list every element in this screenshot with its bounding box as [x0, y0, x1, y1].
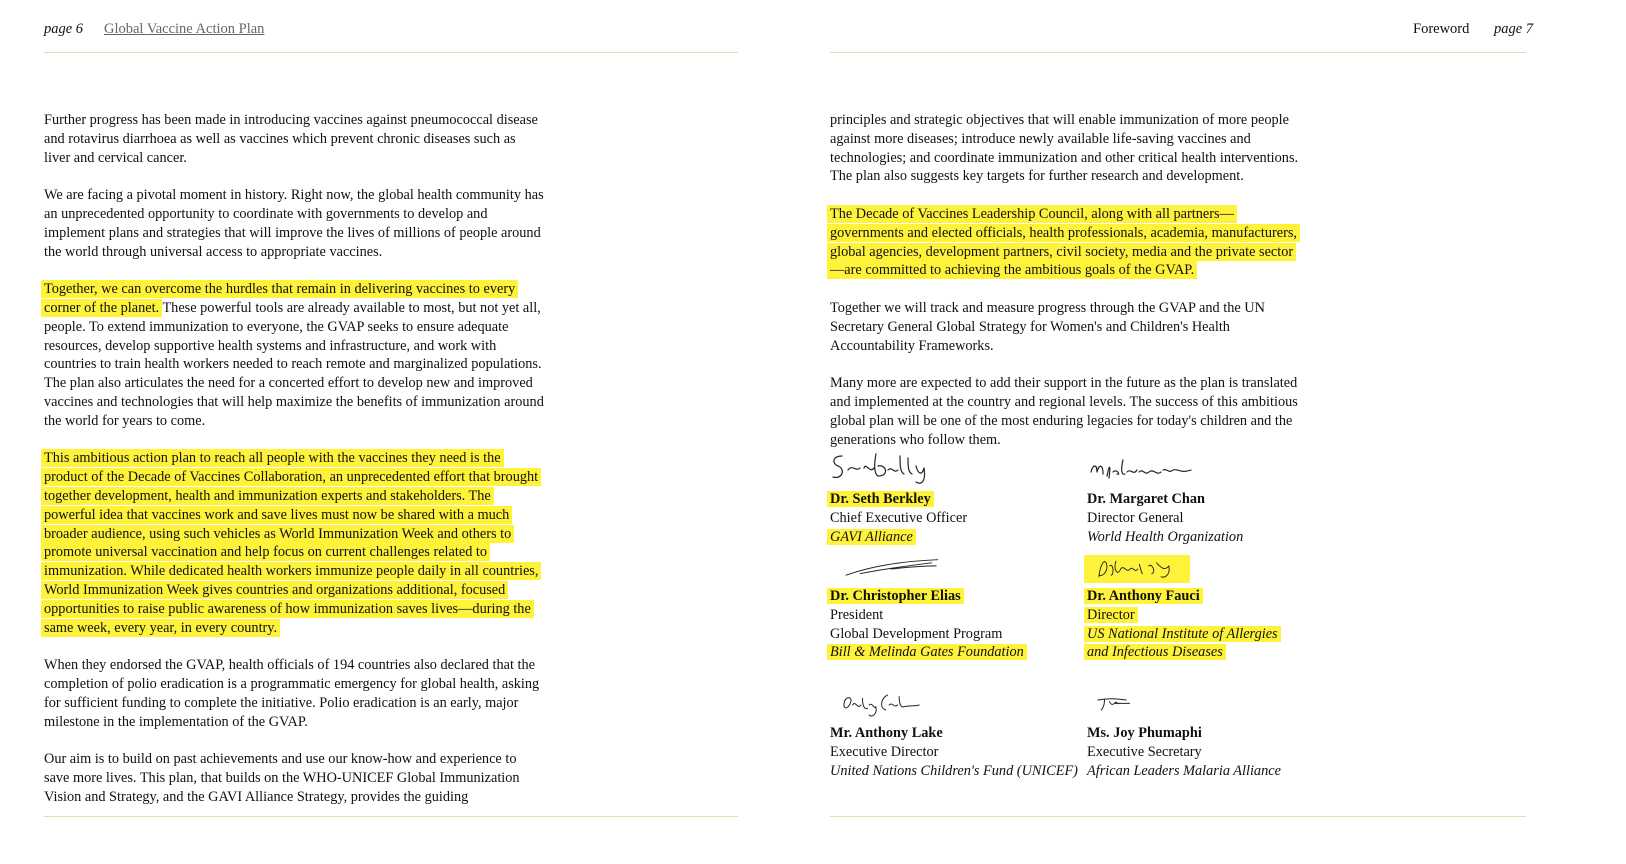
left-page — [0, 0, 800, 864]
footer-rule-right — [830, 816, 1526, 817]
header-rule-right — [830, 52, 1526, 53]
paragraph: principles and strategic objectives that will enable immunization of more people against more diseases; introduce newly available life-saving vaccines and technologies; and coordinate immunization and other critical health interventions. The plan also suggests key targets for further research and development. — [830, 112, 1299, 185]
signatory-title: Executive Director — [830, 743, 939, 760]
paragraph — [44, 449, 544, 637]
signatory-berkley — [830, 450, 1090, 546]
page-number-left: page 6 — [44, 21, 84, 37]
signatory-org: GAVI Alliance — [830, 528, 913, 545]
signatory-name: Dr. Margaret Chan — [1087, 491, 1205, 507]
signature-fauci-icon — [1087, 555, 1187, 583]
signatory-name: Ms. Joy Phumaphi — [1087, 725, 1202, 741]
header-rule-left — [44, 52, 738, 53]
paragraph — [830, 205, 1300, 280]
signatory-title-2: Global Development Program — [830, 625, 1003, 642]
signatory-phumaphi — [1087, 690, 1347, 780]
signatory-chan — [1087, 450, 1347, 546]
paragraph: We are facing a pivotal moment in history. Right now, the global health community has an unprecedented opportunity to coordinate with governments to develop and implement plans and strategies that will improve the lives of millions of people around the world through universal access to appropriate vaccines. — [44, 187, 544, 260]
paragraph — [44, 280, 544, 430]
page-number-right: page 7 — [1494, 21, 1534, 37]
signatory-org: United Nations Children's Fund (UNICEF) — [830, 762, 1078, 779]
signatory-name: Dr. Anthony Fauci — [1087, 588, 1200, 604]
signatory-title: President — [830, 606, 884, 623]
signatory-title: Director — [1087, 606, 1135, 623]
signatory-fauci — [1087, 555, 1347, 662]
document-title-link[interactable]: Global Vaccine Action Plan — [104, 21, 265, 37]
highlighted-text: Together, we can overcome the hurdles that remain in delivering vaccines to every corner of the planet. — [44, 281, 516, 316]
paragraph: When they endorsed the GVAP, health officials of 194 countries also declared that the completion of polio eradication is a programmatic emergency for global health, asking for sufficient funding to complete the initiative. Polio eradication is an early, major milestone in the implementation of the GVAP. — [44, 657, 540, 730]
highlighted-text: This ambitious action plan to reach all people with the vaccines they need is the product of the Decade of Vaccines Collaboration, an unprecedented effort that brought together development, health and immunization experts and stakeholders. The powerful idea that vaccines work and save lives must now be shared with a much broader audience, using such vehicles as World Immunization Week and others to promote universal vaccination and help focus on current challenges related to immunization. While dedicated health workers immunize people daily in all countries, World Immunization Week gives countries and organizations additional, focused opportunities to raise public awareness of how immunization saves lives—during the same week, every year, in every country. — [44, 450, 539, 636]
signatory-org: African Leaders Malaria Alliance — [1087, 762, 1281, 779]
right-body — [830, 111, 1300, 468]
paragraph: Many more are expected to add their support in the future as the plan is translated and implemented at the country and regional levels. The success of this ambitious global plan will be one of the most enduring legacies for today's children and the generations who follow them. — [830, 375, 1298, 448]
paragraph-text: These powerful tools are already available to most, but not yet all, people. To extend immunization to everyone, the GVAP seeks to ensure adequate resources, develop supportive health systems and infrastructure, and work with countries to train health workers needed to reach remote and marginalized populations. The plan also articulates the need for a concerted effort to develop new and improved vaccines and technologies that will help maximize the benefits of immunization around the world for years to come. — [44, 299, 544, 429]
signature-lake-icon — [830, 690, 940, 720]
signatory-title: Executive Secretary — [1087, 743, 1202, 760]
signature-berkley-icon — [830, 450, 940, 486]
signature-phumaphi-icon — [1087, 690, 1197, 720]
signatory-lake — [830, 690, 1090, 780]
highlighted-text: The Decade of Vaccines Leadership Council, along with all partners—governments and elected officials, health professionals, academia, manufacturers, global agencies, development partners, civil society, media and the private sector—are committed to achieving the ambitious goals of the GVAP. — [830, 205, 1297, 279]
signatory-org: US National Institute of Allergies — [1087, 625, 1278, 642]
footer-rule-left — [44, 816, 738, 817]
section-name: Foreword — [1413, 21, 1470, 37]
paragraph: Our aim is to build on past achievements and use our know-how and experience to save more lives. This plan, that builds on the WHO-UNICEF Global Immunization Vision and Strategy, and the GAVI Alliance Strategy, provides the guiding — [44, 751, 520, 805]
signatory-title: Chief Executive Officer — [830, 509, 968, 526]
signatory-elias — [830, 555, 1090, 662]
signatory-title: Director General — [1087, 509, 1184, 526]
paragraph: Further progress has been made in introducing vaccines against pneumococcal disease and rotavirus diarrhoea as well as vaccines which prevent chronic diseases such as liver and cervical cancer. — [44, 112, 538, 166]
signature-elias-icon — [830, 555, 960, 583]
signatory-org: Bill & Melinda Gates Foundation — [830, 644, 1024, 661]
signatory-org-2: and Infectious Diseases — [1087, 644, 1223, 661]
paragraph: Together we will track and measure progress through the GVAP and the UN Secretary General Global Strategy for Women's and Children's Health Accountability Frameworks. — [830, 299, 1265, 354]
signatory-name: Mr. Anthony Lake — [830, 725, 943, 741]
signature-chan-icon — [1087, 450, 1197, 486]
signatory-org: World Health Organization — [1087, 528, 1244, 545]
right-page — [800, 0, 1626, 864]
signatory-name: Dr. Christopher Elias — [830, 588, 961, 604]
left-body — [44, 111, 544, 825]
signatory-name: Dr. Seth Berkley — [830, 491, 931, 507]
